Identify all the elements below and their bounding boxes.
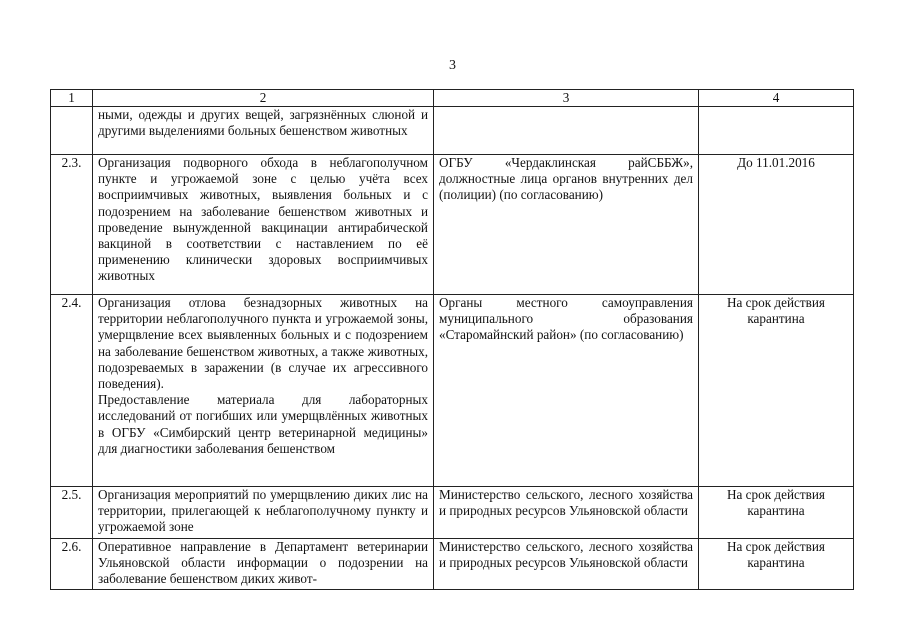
column-header: 4	[699, 90, 854, 107]
row-number: 2.5.	[51, 487, 93, 539]
measure-description	[93, 487, 434, 539]
deadline	[699, 107, 854, 155]
measures-table	[50, 89, 854, 590]
description-paragraph: Оперативное направление в Департамент ветеринарии Ульяновской области информации о подозрении на заболевание бешенством диких живот-	[98, 539, 428, 587]
row-number: 2.6.	[51, 539, 93, 590]
measure-description	[93, 539, 434, 590]
description-paragraph: Организация мероприятий по умерщвлению диких лис на территории, прилегающей к неблагополучному пункту и угрожаемой зоне	[98, 487, 428, 535]
column-header: 1	[51, 90, 93, 107]
column-header: 2	[93, 90, 434, 107]
responsible-party: ОГБУ «Чердаклинская райСББЖ», должностные лица органов внутренних дел (полиции) (по согласованию)	[434, 155, 699, 295]
description-paragraph: Организация отлова безнадзорных животных на территории неблагополучного пункта и угрожаемой зоны, умерщвление всех выявленных больных и с подозрением на заболевание бешенством животных, а также животных, подозреваемых в заражении (в случае их агрессивного поведения).	[98, 295, 428, 392]
deadline: На срок действия карантина	[699, 539, 854, 590]
responsible-party: Министерство сельского, лесного хозяйства и природных ресурсов Ульяновской области	[434, 487, 699, 539]
table-row	[51, 107, 854, 155]
deadline: На срок действия карантина	[699, 295, 854, 487]
responsible-party	[434, 107, 699, 155]
row-number: 2.3.	[51, 155, 93, 295]
deadline: На срок действия карантина	[699, 487, 854, 539]
measure-description	[93, 155, 434, 295]
row-number: 2.4.	[51, 295, 93, 487]
measure-description	[93, 295, 434, 487]
responsible-party: Министерство сельского, лесного хозяйства и природных ресурсов Ульяновской области	[434, 539, 699, 590]
table-header-row	[51, 90, 854, 107]
table-row	[51, 487, 854, 539]
description-paragraph: Организация подворного обхода в неблагополучном пункте и угрожаемой зоне с целью учёта всех восприимчивых животных, выявления больных и с подозрением на заболевание бешенством животных и проведение вынужденной вакцинации антирабической вакциной в соответствии с наставлением по её применению клинически здоровых восприимчивых животных	[98, 155, 428, 284]
measure-description	[93, 107, 434, 155]
table-row	[51, 295, 854, 487]
column-header: 3	[434, 90, 699, 107]
page-number: 3	[449, 58, 456, 73]
description-paragraph: ными, одежды и других вещей, загрязнённых слюной и другими выделениями больных бешенством животных	[98, 107, 428, 139]
deadline: До 11.01.2016	[699, 155, 854, 295]
table-row	[51, 155, 854, 295]
description-paragraph: Предоставление материала для лабораторных исследований от погибших или умерщвлённых животных в ОГБУ «Симбирский центр ветеринарной медицины» для диагностики заболевания бешенством	[98, 392, 428, 456]
table-row	[51, 539, 854, 590]
row-number	[51, 107, 93, 155]
responsible-party: Органы местного самоуправления муниципального образования «Старомайнский район» (по согласованию)	[434, 295, 699, 487]
